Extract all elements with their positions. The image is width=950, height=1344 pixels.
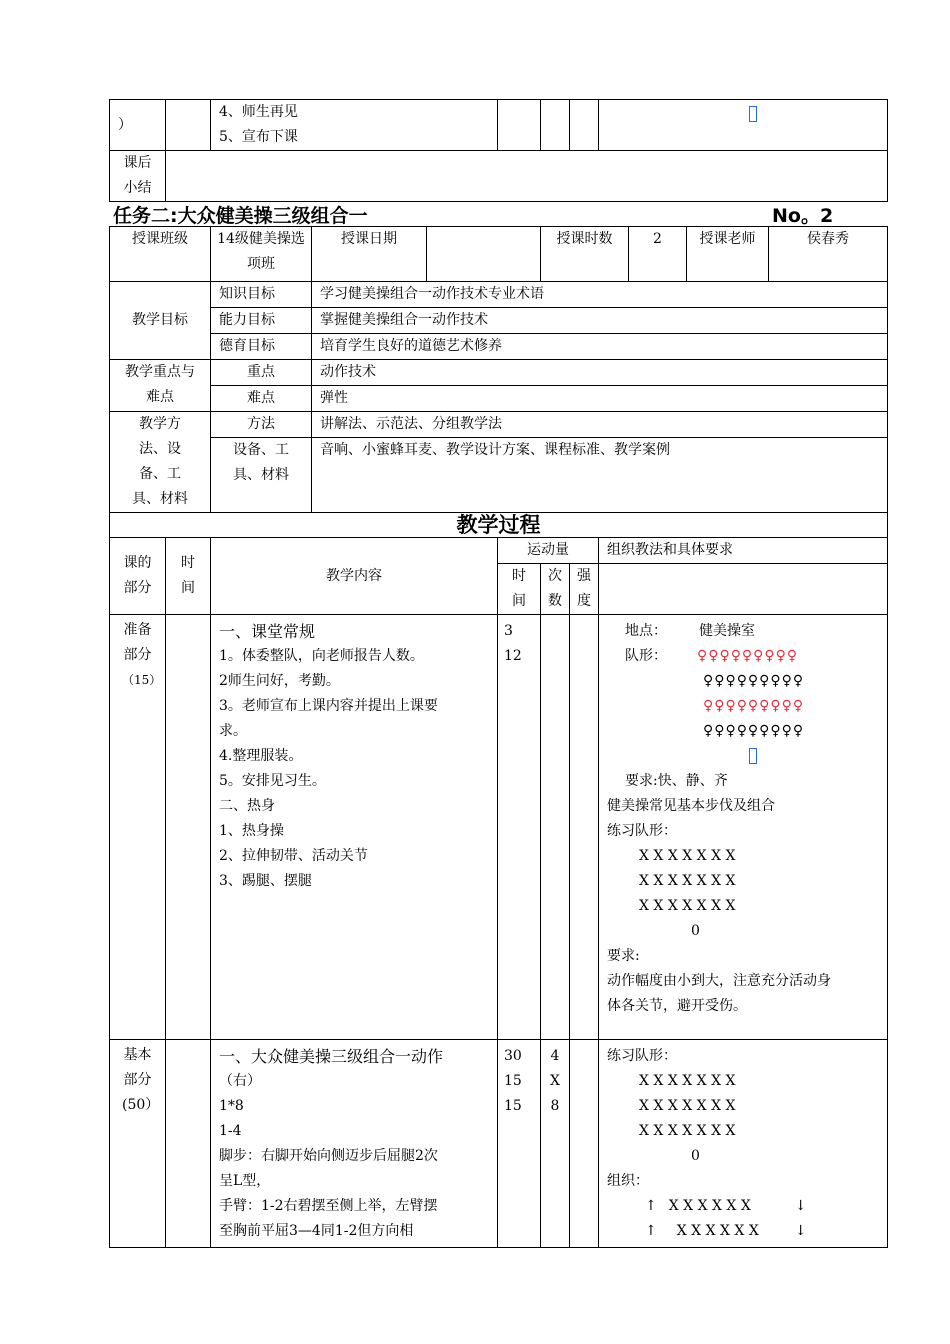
prep-part [110, 615, 166, 1040]
keypoint-value: 动作技术 [312, 360, 888, 386]
keypoint-name: 难点 [211, 386, 312, 412]
ending-content: 4、师生再见 5、宣布下课 [211, 100, 498, 151]
x-row: X X X X X X X [639, 898, 736, 914]
arrow-down-icon: ↓ [794, 1223, 807, 1239]
col-ex-intensity: 强度 [570, 564, 599, 615]
task-title: 任务二:大众健美操三级组合一 [113, 205, 368, 227]
col-exercise: 运动量 [498, 538, 599, 564]
x-row: X X X X X X X [639, 1073, 736, 1089]
placeholder-icon [749, 106, 757, 122]
x-row: X X X X X X X [639, 873, 736, 889]
basic-part [110, 1040, 166, 1248]
col-content: 教学内容 [211, 538, 498, 615]
basic-organization: 练习队形： X X X X X X X X X X X X X X X X X X X X X 0 组织： ↑ X X X X X X ↓ ↑ X X X X X X ↓ [599, 1040, 888, 1248]
col-ex-count: 次数 [541, 564, 570, 615]
col-ex-time: 时间 [498, 564, 541, 615]
process-title: 教学过程 [110, 513, 888, 538]
arrow-down-icon: ↓ [794, 1198, 807, 1214]
goal-value: 掌握健美操组合一动作技术 [312, 308, 888, 334]
date-value [427, 227, 541, 282]
teacher-value: 侯春秀 [769, 227, 888, 282]
arrow-up-icon: ↑ [645, 1223, 657, 1239]
keypoints-label: 教学重点与难点 [110, 360, 211, 412]
teacher-mark: 0 [691, 1148, 700, 1164]
prep-content: 一、课堂常规 1。体委整队，向老师报告人数。 2师生问好，考勤。 3。老师宣布上课内容并提出上课要 求。 4.整理服装。 5。安排见习生。 二、热身 1、热身操 2、拉伸韧带、活动关节 3、踢腿、摆腿 [211, 615, 498, 1040]
top-table [109, 99, 888, 202]
goal-name: 知识目标 [211, 282, 312, 308]
basic-part-label: 基本部分 [123, 1047, 152, 1088]
goal-value: 学习健美操组合一动作技术专业术语 [312, 282, 888, 308]
basic-content: 一、大众健美操三级组合一动作 （右） 1*8 1-4 脚步：右脚开始向侧迈步后屈腿2次 呈L型， 手臂：1-2右碧摆至侧上举，左臂摆 至胸前平屈3—4同1-2但方向相 [211, 1040, 498, 1248]
formation-row: ♀♀♀♀♀♀♀♀♀ [703, 698, 805, 714]
basic-ex-count: 4 X 8 [541, 1040, 570, 1248]
prep-part-label: 准备部分 [123, 622, 152, 663]
task-number: No。2 [772, 205, 834, 227]
prep-minutes: （15） [122, 673, 162, 687]
keypoint-value: 弹性 [312, 386, 888, 412]
goal-value: 培育学生良好的道德艺术修养 [312, 334, 888, 360]
x-row: X X X X X X X [639, 1123, 736, 1139]
formation-row: ♀♀♀♀♀♀♀♀♀ [697, 648, 799, 664]
hours-label: 授课时数 [541, 227, 629, 282]
goals-label: 教学目标 [110, 282, 211, 360]
class-value: 14级健美操选项班 [211, 227, 312, 282]
goal-name: 德育目标 [211, 334, 312, 360]
method-value: 讲解法、示范法、分组教学法 [312, 412, 888, 438]
formation-row: ♀♀♀♀♀♀♀♀♀ [703, 673, 805, 689]
col-part: 课的部分 [110, 538, 166, 615]
goal-name: 能力目标 [211, 308, 312, 334]
equip-value: 音响、小蜜蜂耳麦、教学设计方案、课程标准、教学案例 [312, 438, 888, 513]
col-org: 组织教法和具体要求 [599, 538, 888, 564]
x-row: X X X X X X [676, 1223, 759, 1239]
basic-minutes: (50） [122, 1097, 160, 1113]
summary-label: 课后小结 [110, 151, 166, 202]
formation-row: ♀♀♀♀♀♀♀♀♀ [703, 723, 805, 739]
keypoint-name: 重点 [211, 360, 312, 386]
date-label: 授课日期 [312, 227, 427, 282]
methods-label: 教学方法、设备、工具、材料 [110, 412, 211, 513]
class-label: 授课班级 [110, 227, 211, 282]
x-row: X X X X X X X [639, 848, 736, 864]
method-name: 方法 [211, 412, 312, 438]
prep-ex-time: 3 12 [498, 615, 541, 1040]
prep-organization: 地点： 健美操室 队形： ♀♀♀♀♀♀♀♀♀ ♀♀♀♀♀♀♀♀♀ ♀♀♀♀♀♀♀♀♀ ♀♀♀♀♀♀♀♀♀ 要求:快、静、齐 健美操常见基本步伐及组合 练习队形： X X X X X X X X X X X X X X X X X X X X X 0 要求: 动作幅度由小到大，注意充分活动身 体各关节，避开受伤。 [599, 615, 888, 1040]
x-row: X X X X X X X [639, 1098, 736, 1114]
placeholder-icon [749, 748, 757, 764]
x-row: X X X X X X [668, 1198, 751, 1214]
part-cell: ） [110, 100, 166, 151]
equip-name: 设备、工具、材料 [211, 438, 312, 513]
arrow-up-icon: ↑ [645, 1198, 657, 1214]
summary-value [166, 151, 888, 202]
basic-ex-time: 30 15 15 [498, 1040, 541, 1248]
teacher-label: 授课老师 [687, 227, 769, 282]
hours-value: 2 [629, 227, 687, 282]
lesson-table [109, 226, 888, 1248]
col-time: 时间 [166, 538, 211, 615]
teacher-mark: 0 [691, 923, 700, 939]
